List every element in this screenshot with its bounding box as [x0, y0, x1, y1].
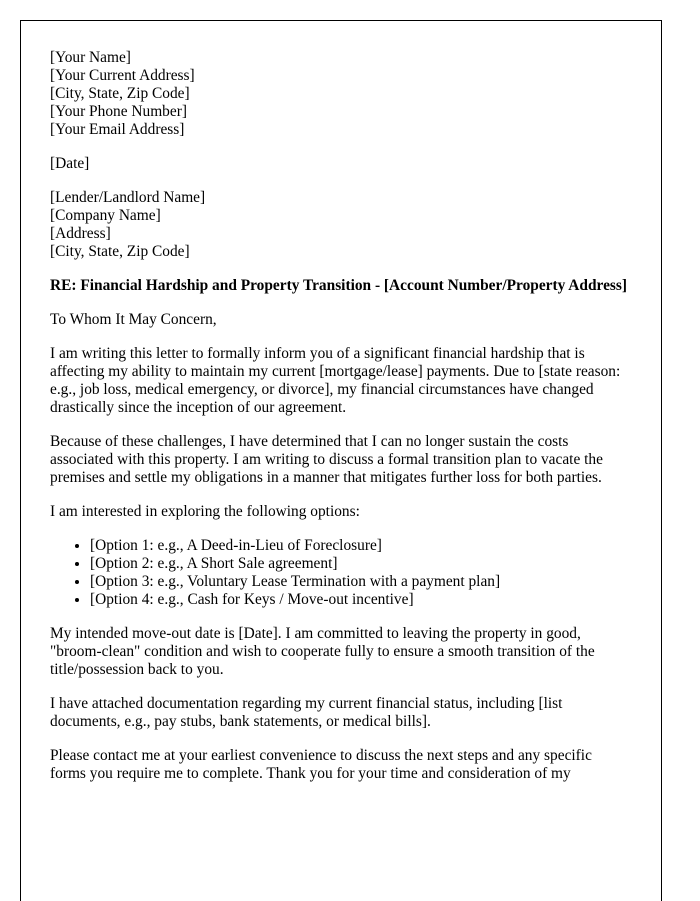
body-paragraph: My intended move-out date is [Date]. I am committed to leaving the property in good, "broom-clean" condition and wish to cooperate fully to ensure a smooth transition of the title/possession back to you. [50, 625, 595, 678]
options-list [50, 537, 630, 609]
sender-name: [Your Name] [50, 49, 131, 66]
sender-phone: [Your Phone Number] [50, 103, 187, 120]
recipient-name: [Lender/Landlord Name] [50, 189, 206, 206]
recipient-block [50, 189, 630, 261]
option-item: • [Option 3: e.g., Voluntary Lease Termination with a payment plan] [90, 573, 630, 591]
body-paragraph: Because of these challenges, I have determined that I can no longer sustain the costs associated with this property. I am writing to discuss a formal transition plan to vacate the premises and settle my obligations in a manner that mitigates further loss for both parties. [50, 433, 603, 486]
recipient-address: [Address] [50, 225, 111, 242]
option-item: • [Option 1: e.g., A Deed-in-Lieu of Foreclosure] [90, 537, 630, 555]
sender-city-state-zip: [City, State, Zip Code] [50, 85, 190, 102]
sender-address: [Your Current Address] [50, 67, 195, 84]
body-paragraph: I am interested in exploring the following options: [50, 503, 360, 520]
body-paragraph: Please contact me at your earliest convenience to discuss the next steps and any specific forms you require me to complete. Thank you for your time and consideration of my [50, 747, 592, 782]
recipient-company: [Company Name] [50, 207, 161, 224]
option-item: • [Option 4: e.g., Cash for Keys / Move-out incentive] [90, 591, 630, 609]
option-item: • [Option 2: e.g., A Short Sale agreement] [90, 555, 630, 573]
salutation: To Whom It May Concern, [50, 311, 217, 328]
sender-email: [Your Email Address] [50, 121, 185, 138]
body-paragraph: I have attached documentation regarding my current financial status, including [list documents, e.g., pay stubs, bank statements, or medical bills]. [50, 695, 563, 730]
letter-content [50, 49, 630, 799]
date-line [50, 155, 630, 173]
body-paragraph: I am writing this letter to formally inform you of a significant financial hardship that is affecting my ability to maintain my current [mortgage/lease] payments. Due to [state reason: e.g., job loss, medical emergency, or divorce], my financial circumstances have changed drastically since the inception of our agreement. [50, 345, 621, 416]
recipient-city-state-zip: [City, State, Zip Code] [50, 243, 190, 260]
subject-line: RE: Financial Hardship and Property Transition - [Account Number/Property Address] [50, 277, 628, 294]
letter-page [20, 20, 662, 901]
letter-date: [Date] [50, 155, 90, 172]
sender-block [50, 49, 630, 139]
